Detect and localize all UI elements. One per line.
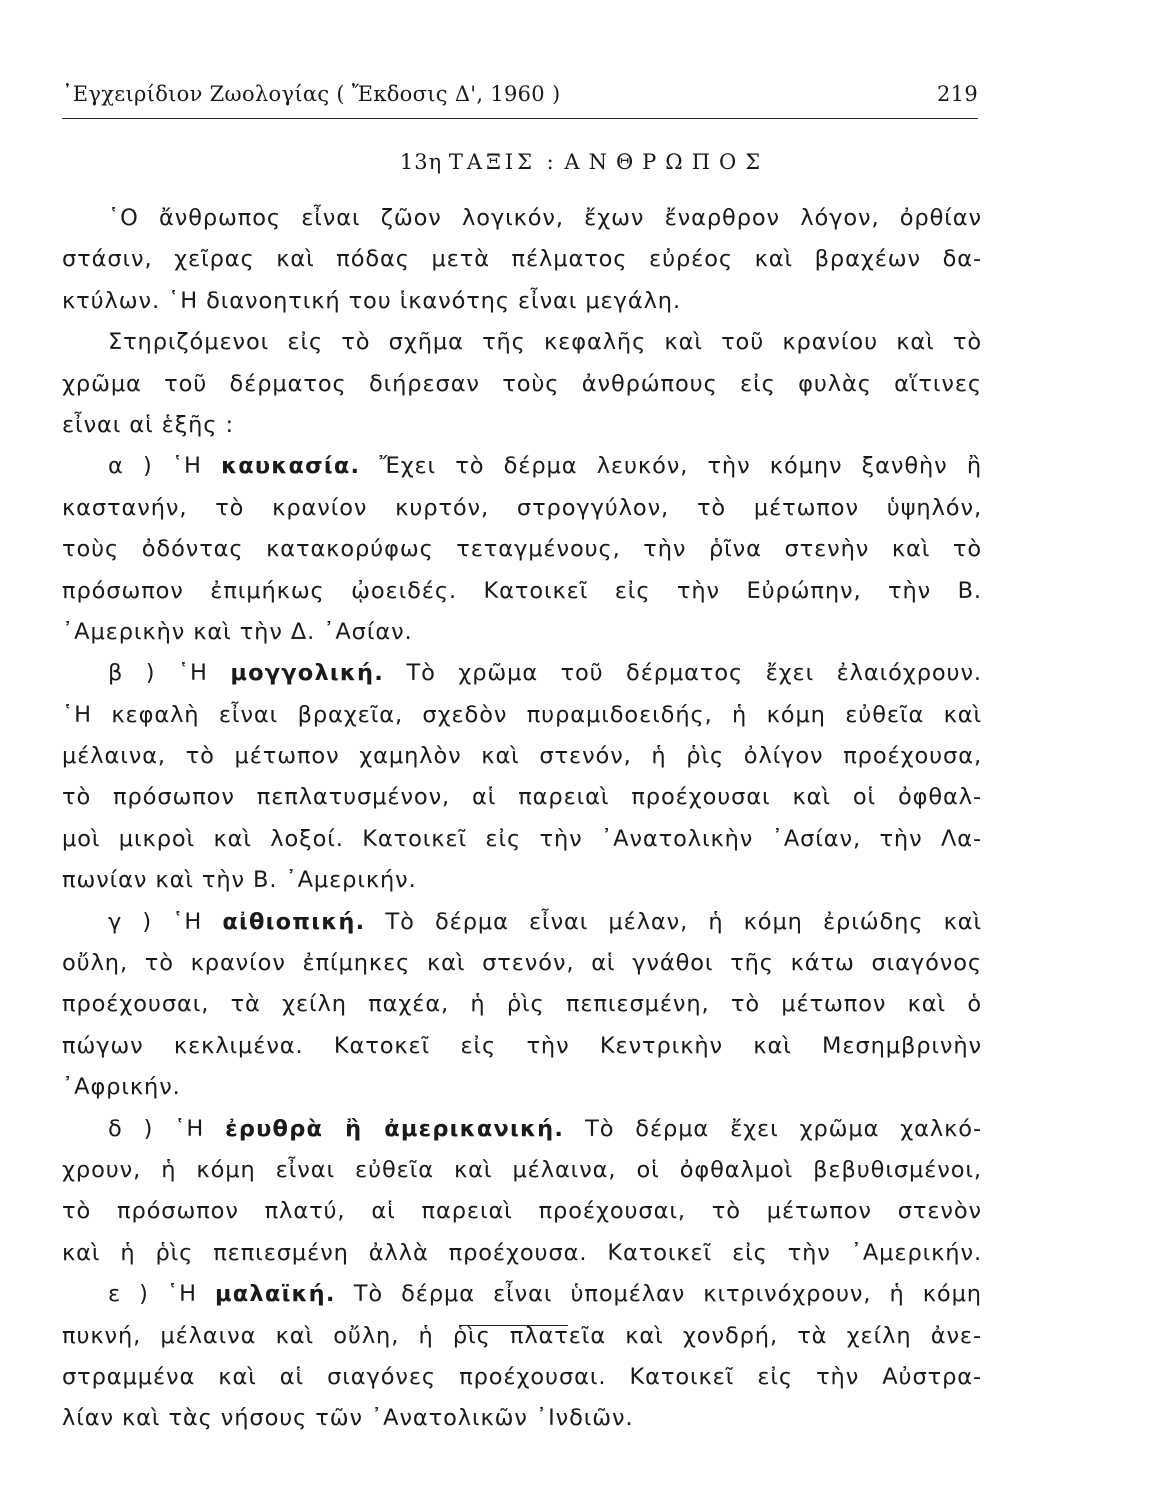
text-line: χρῶμα τοῦ δέρματος διήρεσαν τοὺς ἀνθρώπους εἰς φυλὰς αἵτινες — [62, 370, 982, 397]
section-label: ΤΑΞΙΣ : — [448, 150, 558, 174]
text-line: οὔλη, τὸ κρανίον ἐπίμηκες καὶ στενόν, αἱ γνάθοι τῆς κάτω σιαγόνος — [62, 950, 982, 977]
text-line: πυκνή, μέλαινα καὶ οὔλη, ἡ ῥὶς πλατεῖα καὶ χονδρή, τὰ χείλη ἀνε- — [62, 1322, 982, 1349]
header-rule — [62, 118, 978, 119]
item-marker: ε ) ῾Η — [108, 1281, 197, 1308]
section-heading — [0, 150, 1169, 174]
text-line: μοὶ μικροὶ καὶ λοξοί. Κατοικεῖ εἰς τὴν ᾿Ανατολικὴν ᾿Ασίαν, τὴν Λα- — [62, 825, 982, 852]
page-number: 219 — [937, 82, 978, 106]
text-line: πρόσωπον ἐπιμήκως ᾠοειδές. Κατοικεῖ εἰς τὴν Εὐρώπην, τὴν Β. — [62, 577, 982, 604]
text-line: τὸ πρόσωπον πεπλατυσμένον, αἱ παρειαὶ προέχουσαι καὶ οἱ ὀφθαλ- — [62, 784, 982, 811]
list-item-b — [62, 653, 982, 694]
item-marker: α ) ῾Η — [108, 453, 202, 480]
section-name: ΑΝΘΡΩΠΟΣ — [564, 150, 770, 174]
text-line: ᾿Αφρικήν. — [62, 1074, 181, 1101]
text-line: τοὺς ὀδόντας κατακορύφως τεταγμένους, τὴν ῥῖνα στενὴν καὶ τὸ — [62, 536, 982, 563]
text-line: πώγων κεκλιμένα. Κατοκεῖ εἰς τὴν Κεντρικὴν καὶ Μεσημβρινὴν — [62, 1032, 982, 1059]
book-title: ᾿Εγχειρίδιον Ζωολογίας ( Ἔκδοσις Δ', 1960 ) — [62, 82, 561, 106]
running-header — [62, 82, 978, 112]
text-line: στραμμένα καὶ αἱ σιαγόνες προέχουσαι. Κατοικεῖ εἰς τὴν Αὐστρα- — [62, 1363, 982, 1390]
text-line: Στηριζόμενοι εἰς τὸ σχῆμα τῆς κεφαλῆς καὶ τοῦ κρανίου καὶ τὸ — [108, 329, 982, 356]
item-text: Τὸ δέρμα εἶναι μέλαν, ἡ κόμη ἐριώδης καὶ — [385, 908, 982, 935]
list-item-e — [62, 1274, 982, 1315]
text-line: τὸ πρόσωπον πλατύ, αἱ παρειαὶ προέχουσαι, τὸ μέτωπον στενὸν — [62, 1198, 982, 1225]
text-line: προέχουσαι, τὰ χείλη παχέα, ἡ ῥὶς πεπιεσμένη, τὸ μέτωπον καὶ ὁ — [62, 991, 982, 1018]
text-line: εἶναι αἱ ἑξῆς : — [62, 411, 234, 438]
item-text: Τὸ δέρμα ἔχει χρῶμα χαλκό- — [585, 1115, 982, 1142]
text-line: ᾿Αμερικὴν καὶ τὴν Δ. ᾿Ασίαν. — [62, 618, 413, 645]
closing-rule — [460, 1325, 568, 1326]
list-item-d — [62, 1109, 982, 1150]
text-line: κτύλων. ῾Η διανοητική του ἱκανότης εἶναι μεγάλη. — [62, 287, 681, 314]
race-term: ἐρυθρὰ ἢ ἀμερικανική. — [225, 1115, 565, 1142]
text-line: μέλαινα, τὸ μέτωπον χαμηλὸν καὶ στενόν, ἡ ῥὶς ὀλίγον προέχουσα, — [62, 743, 982, 770]
item-marker: β ) ῾Η — [108, 660, 208, 687]
text-line: πωνίαν καὶ τὴν Β. ᾿Αμερικήν. — [62, 867, 417, 894]
race-term: καυκασία. — [221, 453, 361, 480]
item-text: Τὸ χρῶμα τοῦ δέρματος ἔχει ἐλαιόχρουν. — [406, 660, 982, 687]
section-number: 13η — [399, 150, 443, 174]
item-text: Τὸ δέρμα εἶναι ὑπομέλαν κιτρινόχρουν, ἡ κόμη — [353, 1281, 982, 1308]
race-term: μογγολική. — [230, 660, 385, 687]
race-term: μαλαϊκή. — [215, 1281, 336, 1308]
text-line: καστανήν, τὸ κρανίον κυρτόν, στρογγύλον, τὸ μέτωπον ὑψηλόν, — [62, 494, 982, 521]
item-marker: δ ) ῾Η — [108, 1115, 205, 1142]
text-line: χρουν, ἡ κόμη εἶναι εὐθεῖα καὶ μέλαινα, οἱ ὀφθαλμοὶ βεβυθισμένοι, — [62, 1156, 982, 1183]
text-line: στάσιν, χεῖρας καὶ πόδας μετὰ πέλματος εὐρέος καὶ βραχέων δα- — [62, 246, 982, 273]
body-text — [62, 198, 982, 1440]
item-marker: γ ) ῾Η — [108, 908, 203, 935]
text-line: ῾Ο ἄνθρωπος εἶναι ζῶον λογικόν, ἔχων ἔναρθρον λόγον, ὀρθίαν — [108, 205, 982, 231]
list-item-a — [62, 446, 982, 487]
item-text: Ἔχει τὸ δέρμα λευκόν, τὴν κόμην ξανθὴν ἢ — [379, 453, 982, 480]
list-item-c — [62, 902, 982, 943]
text-line: ῾Η κεφαλὴ εἶναι βραχεῖα, σχεδὸν πυραμιδοειδής, ἡ κόμη εὐθεῖα καὶ — [62, 701, 982, 728]
text-line: λίαν καὶ τὰς νήσους τῶν ᾿Ανατολικῶν ᾿Ινδιῶν. — [62, 1405, 634, 1432]
text-line: καὶ ἡ ῥὶς πεπιεσμένη ἀλλὰ προέχουσα. Κατοικεῖ εἰς τὴν ᾿Αμερικήν. — [62, 1239, 982, 1266]
race-term: αἰθιοπική. — [222, 908, 366, 935]
